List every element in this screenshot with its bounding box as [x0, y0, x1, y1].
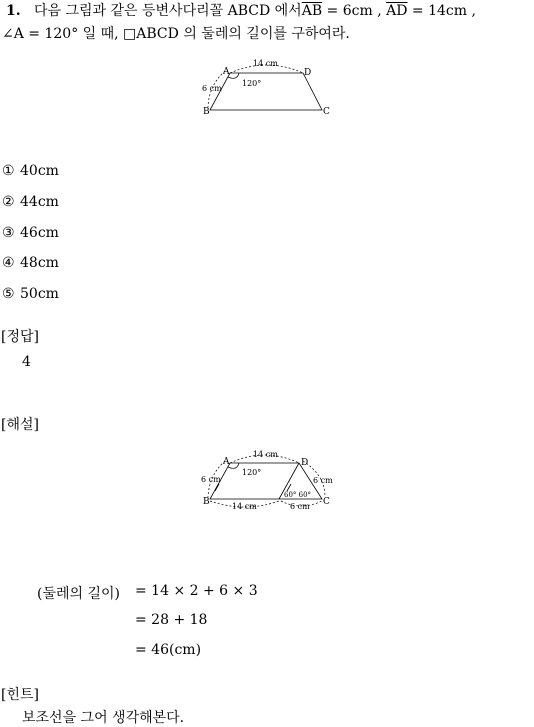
choice-text: 46cm [20, 225, 59, 241]
choice-text: 50cm [20, 286, 59, 302]
equation-line-2: = 28 + 18 [135, 612, 208, 628]
right-length-label: 6 cm [313, 476, 333, 485]
hint-text: 보조선을 그어 생각해본다. [22, 710, 185, 726]
question-text-part: = 14cm , [407, 3, 476, 19]
triangle-angle-label: 60° 60° [284, 491, 312, 499]
angle-label: 120° [242, 79, 262, 88]
choice-mark: ① [2, 163, 15, 179]
angle-a-label: 120° [242, 468, 262, 477]
answer-heading: [정답] [1, 329, 39, 345]
choice-5[interactable] [2, 286, 59, 302]
label-b: B [203, 107, 210, 117]
label-a: A [223, 67, 230, 77]
choice-3[interactable] [2, 225, 59, 241]
choice-mark: ③ [2, 225, 15, 241]
choice-mark: ⑤ [2, 286, 15, 302]
question-text-part: = 6cm , [322, 3, 382, 19]
label-c: C [323, 107, 330, 117]
explanation-figure [195, 447, 340, 517]
trapezoid-figure [195, 55, 340, 120]
question-number: 1. [6, 3, 21, 19]
equation-lhs: (둘레의 길이) [37, 586, 120, 602]
choice-1[interactable] [2, 163, 59, 179]
top-length-label: 14 cm [253, 59, 278, 68]
label-a: A [223, 457, 230, 467]
question-text-part: 다음 그림과 같은 등변사다리꼴 ABCD 에서 [33, 3, 302, 19]
left-length-label: 6 cm [201, 475, 221, 484]
side-length-label: 6 cm [202, 84, 222, 93]
equation-line-3: = 46(cm) [135, 642, 202, 658]
equal-mark-inner [287, 484, 291, 491]
equation-line-1: = 14 × 2 + 6 × 3 [135, 583, 258, 599]
question-line-1 [6, 1, 476, 21]
segment-ab: $\overline{AB}$ [301, 3, 323, 19]
segment-ad: $\overline{AD}$ [386, 3, 408, 19]
choice-mark: ② [2, 194, 15, 210]
label-d: D [304, 68, 312, 78]
choice-mark: ④ [2, 255, 15, 271]
answer-value: 4 [22, 354, 31, 370]
equal-mark-left [215, 484, 219, 491]
choice-text: 40cm [20, 163, 59, 179]
bottom-right-length-label: 6 cm [290, 502, 310, 511]
top-length-label: 14 cm [253, 450, 278, 459]
label-b: B [203, 497, 210, 507]
choice-text: 44cm [20, 194, 59, 210]
hint-heading: [힌트] [1, 687, 39, 703]
choice-4[interactable] [2, 255, 59, 271]
label-c: C [323, 497, 330, 507]
choice-2[interactable] [2, 194, 59, 210]
question-line-2: ∠A = 120° 일 때, □ABCD 의 둘레의 길이를 구하여라. [2, 26, 350, 42]
choice-text: 48cm [20, 255, 59, 271]
trapezoid-shape [210, 73, 322, 110]
label-d: D [301, 458, 309, 468]
explanation-heading: [해설] [1, 417, 39, 433]
bottom-left-length-label: 14 cm [232, 502, 257, 511]
